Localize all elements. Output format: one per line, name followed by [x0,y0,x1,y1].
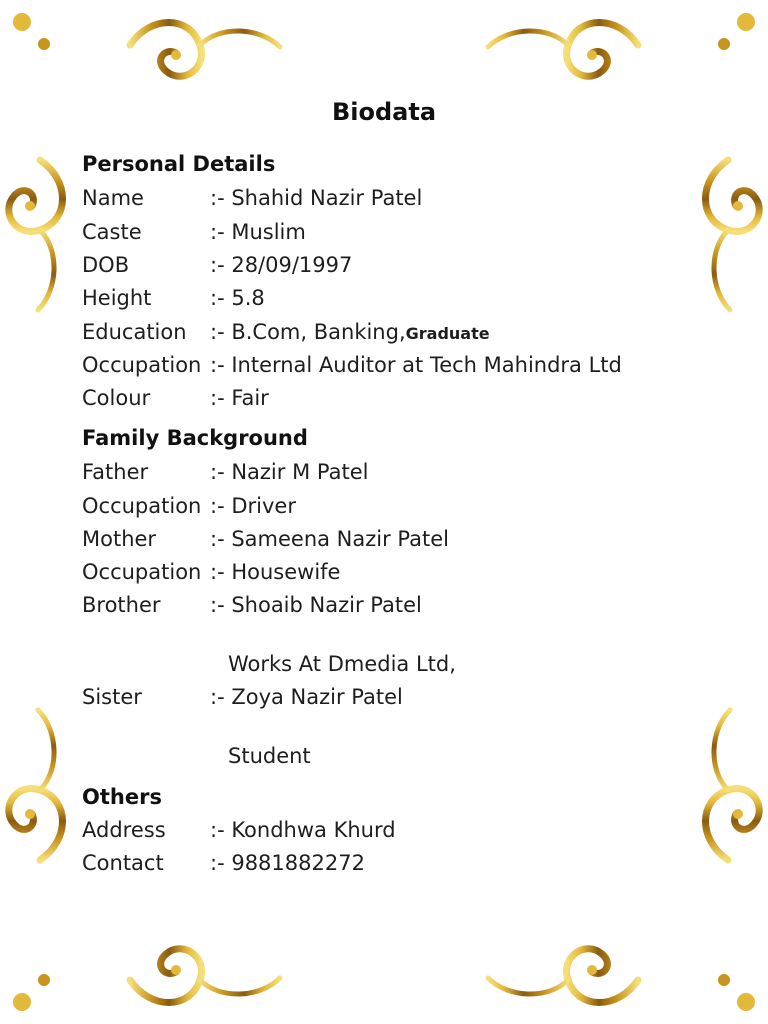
mother-value: :- Sameena Nazir Patel [210,527,449,551]
brother-note: Works At Dmedia Ltd, [228,652,456,676]
address-value: :- Kondhwa Khurd [210,818,396,842]
name-label: Name [82,186,144,210]
brother-label: Brother [82,593,161,617]
colour-label: Colour [82,386,151,410]
father-occupation-label: Occupation [82,494,202,518]
occupation-value: :- Internal Auditor at Tech Mahindra Ltd [210,353,622,377]
father-label: Father [82,460,149,484]
sister-value: :- Zoya Nazir Patel [210,685,403,709]
height-value: :- 5.8 [210,286,265,310]
caste-label: Caste [82,220,142,244]
education-label: Education [82,320,187,344]
caste-value: :- Muslim [210,220,306,244]
father-value: :- Nazir M Patel [210,460,369,484]
brother-value: :- Shoaib Nazir Patel [210,593,422,617]
name-value: :- Shahid Nazir Patel [210,186,423,210]
mother-occupation-value: :- Housewife [210,560,341,584]
contact-label: Contact [82,851,164,875]
mother-occupation-label: Occupation [82,560,202,584]
sister-label: Sister [82,685,142,709]
family-background-heading: Family Background [82,426,308,450]
address-label: Address [82,818,166,842]
education-value [210,320,490,344]
education-value-main: :- B.Com, Banking, [210,320,406,344]
contact-value: :- 9881882272 [210,851,365,875]
sister-note: Student [228,744,311,768]
colour-value: :- Fair [210,386,269,410]
document-title: Biodata [331,98,437,126]
dob-value: :- 28/09/1997 [210,253,353,277]
dob-label: DOB [82,253,130,277]
education-value-suffix: Graduate [405,324,490,343]
personal-details-heading: Personal Details [82,152,276,176]
height-label: Height [82,286,152,310]
father-occupation-value: :- Driver [210,494,296,518]
mother-label: Mother [82,527,157,551]
others-heading: Others [82,785,162,809]
occupation-label: Occupation [82,353,202,377]
